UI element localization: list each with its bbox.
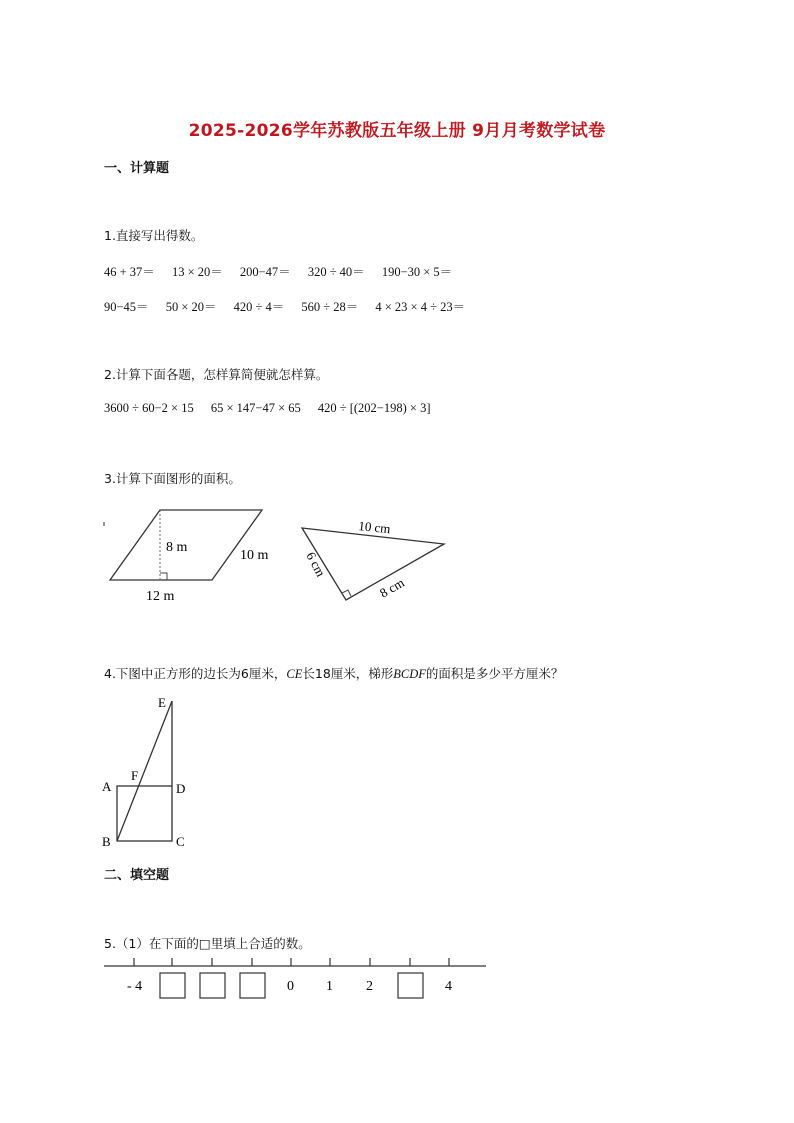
question-3-prompt: 3.计算下面图形的面积。 (104, 471, 241, 486)
point-label-f: F (131, 768, 139, 783)
problem: 420 ÷ [(202−198) × 3] (317, 401, 431, 415)
problem: 3600 ÷ 60−2 × 15 (104, 401, 194, 415)
parallelogram-figure (104, 510, 269, 604)
square-trapezoid-figure (102, 695, 185, 849)
question-4-prompt (104, 664, 563, 682)
triangle-hyp-label: 10 cm (357, 518, 392, 537)
problem: 13 × 20＝ (171, 265, 223, 279)
problem: 420 ÷ 4＝ (233, 300, 285, 314)
question-4-text-a: 4.下图中正方形的边长为6厘米， (104, 666, 287, 681)
question-4-text-b: 长18厘米，梯形 (302, 666, 394, 681)
answer-box[interactable] (240, 973, 265, 998)
number-line-label: 0 (287, 979, 294, 994)
section-heading-calculation: 一、计算题 (104, 161, 170, 176)
number-line-label: 1 (326, 979, 333, 994)
number-line-label: 2 (366, 979, 373, 994)
triangle-figure (302, 518, 444, 601)
answer-box[interactable] (160, 973, 185, 998)
parallelogram-side-label: 10 m (240, 548, 269, 563)
problem: 4 × 23 × 4 ÷ 23＝ (375, 300, 466, 314)
point-label-c: C (176, 834, 185, 849)
question-2-prompt: 2.计算下面各题，怎样算简便就怎样算。 (104, 367, 329, 382)
answer-box[interactable] (398, 973, 423, 998)
problem: 50 × 20＝ (165, 300, 217, 314)
exam-title: 2025-2026学年苏教版五年级上册 9月月考数学试卷 (188, 121, 606, 141)
triangle-left-label: 6 cm (303, 549, 329, 580)
question-1-prompt: 1.直接写出得数。 (104, 228, 204, 243)
number-line (104, 958, 486, 998)
problem: 90−45＝ (104, 300, 149, 314)
segment-ce: CE (286, 667, 303, 681)
parallelogram-base-label: 12 m (146, 589, 175, 604)
answer-box[interactable] (200, 973, 225, 998)
point-label-b: B (102, 834, 111, 849)
trapezoid-bcdf: BCDF (393, 667, 426, 681)
triangle-bottom-label: 8 cm (377, 574, 407, 601)
problem: 200−47＝ (239, 265, 291, 279)
problem: 65 × 147−47 × 65 (210, 401, 301, 415)
point-label-a: A (102, 779, 112, 794)
number-line-label: - 4 (127, 979, 143, 994)
point-label-d: D (176, 781, 186, 796)
problem: 190−30 × 5＝ (381, 265, 453, 279)
section-heading-fill-blank: 二、填空题 (104, 868, 170, 883)
parallelogram-height-label: 8 m (166, 540, 188, 555)
problem: 320 ÷ 40＝ (307, 265, 365, 279)
question-4-text-c: 的面积是多少平方厘米？ (425, 666, 564, 681)
point-label-e: E (158, 695, 166, 710)
problem: 560 ÷ 28＝ (301, 300, 359, 314)
problem: 46 + 37＝ (104, 265, 155, 279)
number-line-label: 4 (445, 979, 452, 994)
question-5-prompt: 5.（1）在下面的□里填上合适的数。 (104, 936, 311, 951)
